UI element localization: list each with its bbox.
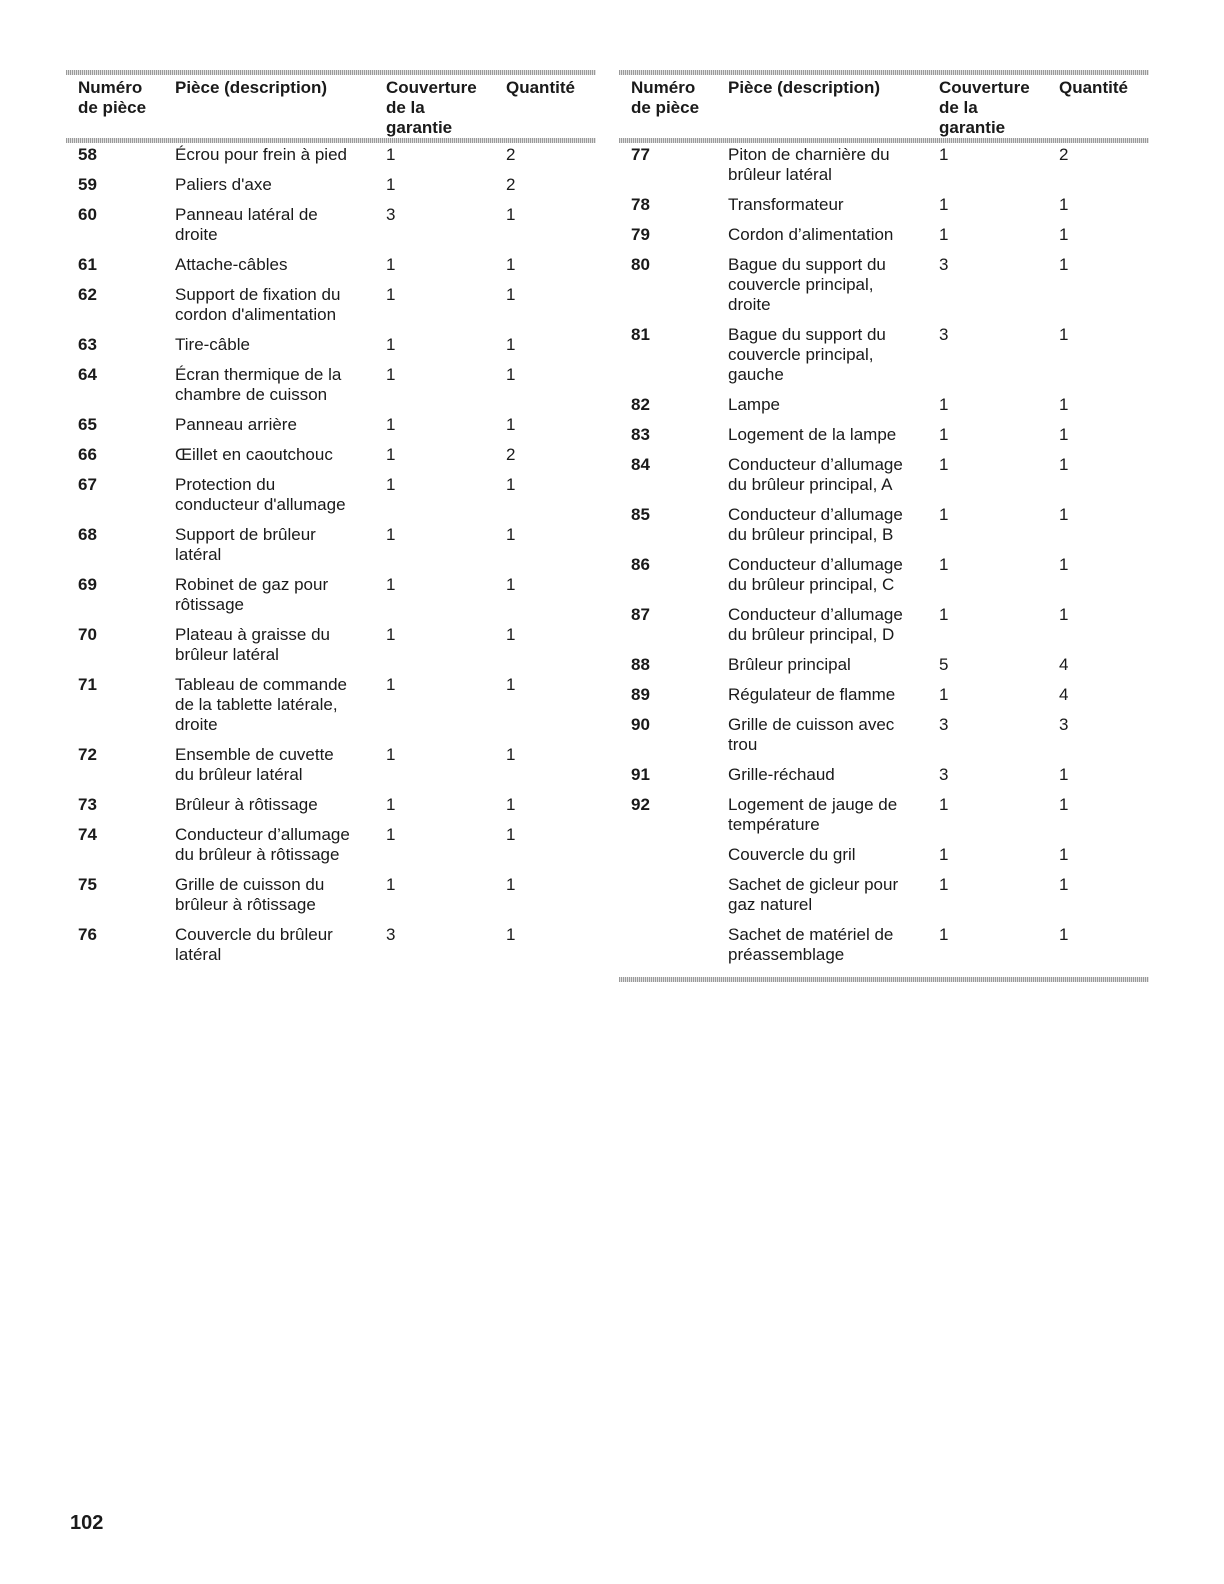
part-description-cell: Grille de cuisson du brûleur à rôtissage: [175, 875, 325, 914]
part-number-cell: 83: [631, 425, 650, 444]
table-row: [619, 255, 1149, 325]
table-row: [619, 925, 1149, 975]
quantity-cell: 1: [506, 745, 516, 764]
part-description-cell: Brûleur principal: [728, 655, 851, 674]
table-row: [66, 745, 596, 795]
part-description-cell: Conducteur d’allumage du brûleur à rôtissage: [175, 825, 350, 864]
warranty-coverage-cell: 3: [386, 925, 396, 944]
part-number-cell: 87: [631, 605, 650, 624]
part-description-cell: Tire-câble: [175, 335, 250, 354]
table-row: [619, 605, 1149, 655]
part-number-cell: 74: [78, 825, 97, 844]
header-part-number: Numéro de pièce: [78, 78, 147, 117]
part-description-cell: Tableau de commande de la tablette latérale, droite: [175, 675, 348, 734]
table-row: [66, 625, 596, 675]
warranty-coverage-cell: 3: [939, 325, 949, 344]
quantity-cell: 1: [506, 925, 516, 944]
part-number-cell: 80: [631, 255, 650, 274]
parts-table-right: [619, 70, 1149, 982]
table-row: [619, 685, 1149, 715]
quantity-cell: 1: [1059, 195, 1069, 214]
table-row: [66, 335, 596, 365]
quantity-cell: 1: [1059, 605, 1069, 624]
warranty-coverage-cell: 1: [939, 145, 949, 164]
table-row: [619, 425, 1149, 455]
part-number-cell: 78: [631, 195, 650, 214]
part-description-cell: Ensemble de cuvette du brûleur latéral: [175, 745, 334, 784]
quantity-cell: 1: [506, 625, 516, 644]
part-description-cell: Logement de la lampe: [728, 425, 897, 444]
header-description: Pièce (description): [728, 78, 881, 97]
parts-table-left: [66, 70, 596, 975]
part-description-cell: Piton de charnière du brûleur latéral: [728, 145, 890, 184]
table-row: [66, 675, 596, 745]
part-description-cell: Grille-réchaud: [728, 765, 835, 784]
quantity-cell: 1: [506, 525, 516, 544]
warranty-coverage-cell: 1: [939, 455, 949, 474]
warranty-coverage-cell: 1: [386, 145, 396, 164]
quantity-cell: 3: [1059, 715, 1069, 734]
quantity-cell: 1: [1059, 255, 1069, 274]
header-warranty-coverage: Couverture de la garantie: [939, 78, 1030, 137]
table-row: [619, 795, 1149, 845]
part-number-cell: 68: [78, 525, 97, 544]
quantity-cell: 1: [1059, 555, 1069, 574]
part-number-cell: 79: [631, 225, 650, 244]
table-row: [619, 715, 1149, 765]
warranty-coverage-cell: 3: [939, 255, 949, 274]
part-description-cell: Panneau latéral de droite: [175, 205, 318, 244]
table-row: [619, 765, 1149, 795]
part-description-cell: Support de brûleur latéral: [175, 525, 316, 564]
warranty-coverage-cell: 1: [939, 195, 949, 214]
quantity-cell: 1: [506, 365, 516, 384]
part-description-cell: Support de fixation du cordon d'alimentation: [175, 285, 341, 324]
quantity-cell: 1: [1059, 395, 1069, 414]
table-header: [619, 75, 1149, 138]
part-description-cell: Cordon d’alimentation: [728, 225, 894, 244]
table-row: [619, 195, 1149, 225]
warranty-coverage-cell: 1: [386, 575, 396, 594]
quantity-cell: 4: [1059, 685, 1069, 704]
part-description-cell: Couvercle du brûleur latéral: [175, 925, 333, 964]
quantity-cell: 1: [506, 415, 516, 434]
part-description-cell: Paliers d'axe: [175, 175, 272, 194]
quantity-cell: 1: [1059, 505, 1069, 524]
quantity-cell: 1: [506, 475, 516, 494]
warranty-coverage-cell: 1: [386, 675, 396, 694]
part-description-cell: Conducteur d’allumage du brûleur principal, C: [728, 555, 903, 594]
warranty-coverage-cell: 1: [386, 415, 396, 434]
warranty-coverage-cell: 1: [939, 875, 949, 894]
part-number-cell: 66: [78, 445, 97, 464]
quantity-cell: 2: [506, 175, 516, 194]
table-row: [66, 875, 596, 925]
header-quantity: Quantité: [506, 78, 575, 97]
part-number-cell: 67: [78, 475, 97, 494]
table-row: [66, 255, 596, 285]
part-description-cell: Logement de jauge de température: [728, 795, 898, 834]
table-header: [66, 75, 596, 138]
quantity-cell: 1: [506, 255, 516, 274]
warranty-coverage-cell: 1: [939, 555, 949, 574]
part-number-cell: 77: [631, 145, 650, 164]
part-description-cell: Attache-câbles: [175, 255, 288, 274]
warranty-coverage-cell: 1: [386, 255, 396, 274]
header-warranty-coverage: Couverture de la garantie: [386, 78, 477, 137]
quantity-cell: 1: [1059, 795, 1069, 814]
quantity-cell: 1: [1059, 925, 1069, 944]
table-row: [66, 925, 596, 975]
part-description-cell: Protection du conducteur d'allumage: [175, 475, 346, 514]
part-description-cell: Robinet de gaz pour rôtissage: [175, 575, 329, 614]
part-number-cell: 92: [631, 795, 650, 814]
part-number-cell: 86: [631, 555, 650, 574]
part-description-cell: Brûleur à rôtissage: [175, 795, 318, 814]
quantity-cell: 1: [1059, 875, 1069, 894]
warranty-coverage-cell: 1: [386, 445, 396, 464]
table-row: [66, 145, 596, 175]
part-number-cell: 85: [631, 505, 650, 524]
table-row: [619, 325, 1149, 395]
part-description-cell: Écrou pour frein à pied: [175, 145, 347, 164]
part-number-cell: 84: [631, 455, 650, 474]
table-row: [619, 655, 1149, 685]
part-description-cell: Lampe: [728, 395, 780, 414]
part-description-cell: Plateau à graisse du brûleur latéral: [175, 625, 330, 664]
page-number: 102: [70, 1512, 104, 1534]
warranty-coverage-cell: 1: [939, 605, 949, 624]
part-number-cell: 59: [78, 175, 97, 194]
table-row: [66, 365, 596, 415]
table-body: [619, 143, 1149, 975]
quantity-cell: 1: [1059, 845, 1069, 864]
part-description-cell: Conducteur d’allumage du brûleur principal, A: [728, 455, 903, 494]
table-row: [66, 525, 596, 575]
table-row: [619, 225, 1149, 255]
part-number-cell: 71: [78, 675, 97, 694]
quantity-cell: 1: [1059, 455, 1069, 474]
quantity-cell: 1: [506, 825, 516, 844]
table-row: [66, 175, 596, 205]
table-row: [66, 825, 596, 875]
part-number-cell: 91: [631, 765, 650, 784]
warranty-coverage-cell: 3: [939, 765, 949, 784]
warranty-coverage-cell: 1: [386, 475, 396, 494]
part-number-cell: 61: [78, 255, 97, 274]
part-number-cell: 90: [631, 715, 650, 734]
table-row: [619, 455, 1149, 505]
warranty-coverage-cell: 1: [939, 925, 949, 944]
quantity-cell: 1: [506, 875, 516, 894]
part-number-cell: 76: [78, 925, 97, 944]
part-description-cell: Grille de cuisson avec trou: [728, 715, 895, 754]
quantity-cell: 2: [1059, 145, 1069, 164]
quantity-cell: 1: [1059, 765, 1069, 784]
table-row: [66, 575, 596, 625]
warranty-coverage-cell: 1: [386, 335, 396, 354]
quantity-cell: 1: [506, 285, 516, 304]
quantity-cell: 1: [506, 575, 516, 594]
table-row: [619, 555, 1149, 605]
table-row: [66, 285, 596, 335]
quantity-cell: 1: [1059, 225, 1069, 244]
quantity-cell: 2: [506, 445, 516, 464]
warranty-coverage-cell: 5: [939, 655, 949, 674]
header-quantity: Quantité: [1059, 78, 1128, 97]
table-row: [66, 415, 596, 445]
part-description-cell: Transformateur: [728, 195, 844, 214]
table-row: [619, 845, 1149, 875]
part-number-cell: 58: [78, 145, 97, 164]
warranty-coverage-cell: 1: [939, 505, 949, 524]
quantity-cell: 1: [506, 335, 516, 354]
warranty-coverage-cell: 1: [939, 845, 949, 864]
quantity-cell: 2: [506, 145, 516, 164]
part-number-cell: 64: [78, 365, 97, 384]
quantity-cell: 1: [506, 675, 516, 694]
table-row: [619, 145, 1149, 195]
quantity-cell: 4: [1059, 655, 1069, 674]
warranty-coverage-cell: 1: [386, 825, 396, 844]
part-description-cell: Bague du support du couvercle principal, droite: [728, 255, 886, 314]
warranty-coverage-cell: 1: [386, 175, 396, 194]
part-description-cell: Œillet en caoutchouc: [175, 445, 333, 464]
part-number-cell: 63: [78, 335, 97, 354]
warranty-coverage-cell: 1: [939, 225, 949, 244]
quantity-cell: 1: [1059, 325, 1069, 344]
warranty-coverage-cell: 1: [386, 365, 396, 384]
part-description-cell: Bague du support du couvercle principal, gauche: [728, 325, 886, 384]
warranty-coverage-cell: 3: [386, 205, 396, 224]
part-description-cell: Sachet de gicleur pour gaz naturel: [728, 875, 899, 914]
warranty-coverage-cell: 3: [939, 715, 949, 734]
table-row: [66, 445, 596, 475]
quantity-cell: 1: [506, 205, 516, 224]
part-description-cell: Sachet de matériel de préassemblage: [728, 925, 894, 964]
warranty-coverage-cell: 1: [386, 525, 396, 544]
table-row: [619, 395, 1149, 425]
table-body: [66, 143, 596, 975]
part-number-cell: 81: [631, 325, 650, 344]
part-number-cell: 89: [631, 685, 650, 704]
part-description-cell: Écran thermique de la chambre de cuisson: [175, 365, 342, 404]
part-number-cell: 72: [78, 745, 97, 764]
part-number-cell: 73: [78, 795, 97, 814]
warranty-coverage-cell: 1: [386, 795, 396, 814]
part-number-cell: 65: [78, 415, 97, 434]
warranty-coverage-cell: 1: [386, 285, 396, 304]
warranty-coverage-cell: 1: [386, 745, 396, 764]
header-part-number: Numéro de pièce: [631, 78, 700, 117]
part-number-cell: 60: [78, 205, 97, 224]
header-description: Pièce (description): [175, 78, 328, 97]
quantity-cell: 1: [506, 795, 516, 814]
warranty-coverage-cell: 1: [939, 795, 949, 814]
warranty-coverage-cell: 1: [939, 425, 949, 444]
table-row: [66, 795, 596, 825]
part-description-cell: Couvercle du gril: [728, 845, 856, 864]
quantity-cell: 1: [1059, 425, 1069, 444]
table-row: [619, 875, 1149, 925]
part-number-cell: 75: [78, 875, 97, 894]
part-number-cell: 88: [631, 655, 650, 674]
part-number-cell: 70: [78, 625, 97, 644]
part-number-cell: 69: [78, 575, 97, 594]
table-bottom-rule: [619, 977, 1149, 982]
warranty-coverage-cell: 1: [939, 395, 949, 414]
warranty-coverage-cell: 1: [386, 875, 396, 894]
table-row: [66, 475, 596, 525]
part-number-cell: 82: [631, 395, 650, 414]
warranty-coverage-cell: 1: [386, 625, 396, 644]
warranty-coverage-cell: 1: [939, 685, 949, 704]
part-description-cell: Conducteur d’allumage du brûleur principal, B: [728, 505, 903, 544]
part-number-cell: 62: [78, 285, 97, 304]
part-description-cell: Conducteur d’allumage du brûleur principal, D: [728, 605, 903, 644]
table-row: [66, 205, 596, 255]
part-description-cell: Régulateur de flamme: [728, 685, 896, 704]
part-description-cell: Panneau arrière: [175, 415, 297, 434]
table-row: [619, 505, 1149, 555]
